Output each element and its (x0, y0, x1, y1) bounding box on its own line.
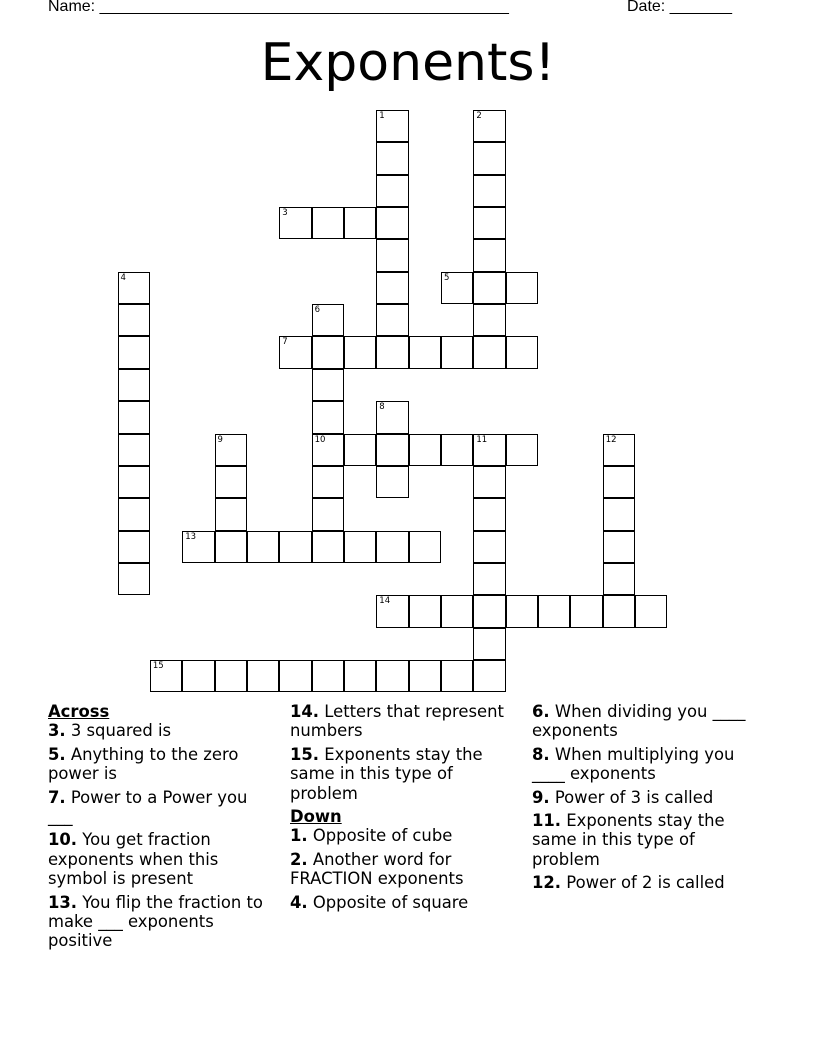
crossword-cell[interactable] (279, 660, 311, 692)
cell-number: 1 (379, 111, 385, 121)
crossword-cell[interactable] (312, 304, 344, 336)
crossword-cell[interactable] (603, 595, 635, 627)
crossword-cell[interactable] (118, 498, 150, 530)
crossword-cell[interactable] (409, 595, 441, 627)
crossword-cell[interactable] (344, 434, 376, 466)
crossword-cell[interactable] (473, 110, 505, 142)
crossword-cell[interactable] (635, 595, 667, 627)
crossword-cell[interactable] (473, 239, 505, 271)
cell-number: 15 (152, 660, 164, 671)
clue-across-10: 10. You get fraction exponents when this symbol is present (48, 830, 219, 889)
crossword-cell[interactable] (344, 660, 376, 692)
crossword-cell[interactable] (376, 531, 408, 563)
crossword-cell[interactable] (473, 498, 505, 530)
cell-number: 9 (217, 434, 223, 445)
crossword-cell[interactable] (344, 336, 376, 368)
crossword-cell[interactable] (182, 660, 214, 692)
clue-across-14: 14. Letters that represent numbers (290, 702, 504, 741)
crossword-cell[interactable] (312, 369, 344, 401)
crossword-cell[interactable] (118, 531, 150, 563)
crossword-cell[interactable] (603, 498, 635, 530)
crossword-cell[interactable] (376, 110, 408, 142)
crossword-cell[interactable] (473, 336, 505, 368)
crossword-cell[interactable] (409, 660, 441, 692)
crossword-cell[interactable] (538, 595, 570, 627)
cell-number: 4 (120, 272, 126, 283)
crossword-cell[interactable] (473, 175, 505, 207)
cell-number: 14 (379, 596, 391, 607)
crossword-cell[interactable] (344, 531, 376, 563)
cell-number: 12 (605, 434, 617, 445)
name-line: Name: ______________________________________________ (48, 0, 509, 15)
clue-across-15: 15. Exponents stay the same in this type of problem (290, 744, 483, 803)
crossword-cell[interactable] (409, 531, 441, 563)
clue-column-3 (532, 702, 754, 897)
crossword-cell[interactable] (473, 628, 505, 660)
clue-across-13: 13. You flip the fraction to make ___ exponents positive (48, 892, 263, 951)
crossword-cell[interactable] (247, 531, 279, 563)
crossword-cell[interactable] (118, 401, 150, 433)
crossword-cell[interactable] (118, 272, 150, 304)
crossword-cell[interactable] (506, 336, 538, 368)
crossword-cell[interactable] (247, 660, 279, 692)
crossword-cell[interactable] (312, 336, 344, 368)
crossword-cell[interactable] (376, 401, 408, 433)
crossword-cell[interactable] (118, 336, 150, 368)
crossword-cell[interactable] (473, 434, 505, 466)
crossword-cell[interactable] (441, 336, 473, 368)
crossword-cell[interactable] (215, 466, 247, 498)
crossword-cell[interactable] (376, 272, 408, 304)
crossword-cell[interactable] (215, 531, 247, 563)
crossword-cell[interactable] (376, 239, 408, 271)
clue-across-7: 7. Power to a Power you ___ (48, 787, 248, 827)
crossword-cell[interactable] (441, 272, 473, 304)
crossword-cell[interactable] (312, 466, 344, 498)
cell-number: 13 (185, 531, 197, 542)
crossword-cell[interactable] (603, 466, 635, 498)
crossword-cell[interactable] (312, 531, 344, 563)
crossword-cell[interactable] (215, 660, 247, 692)
clue-down-9: 9. Power of 3 is called (532, 787, 714, 807)
cell-number: 5 (444, 272, 450, 283)
crossword-cell[interactable] (603, 563, 635, 595)
clue-column-2 (290, 702, 512, 916)
crossword-cell[interactable] (376, 304, 408, 336)
crossword-cell[interactable] (603, 434, 635, 466)
crossword-cell[interactable] (376, 142, 408, 174)
clue-down-4: 4. Opposite of square (290, 892, 469, 912)
crossword-cell[interactable] (376, 466, 408, 498)
crossword-cell[interactable] (473, 660, 505, 692)
cell-number: 10 (314, 434, 326, 445)
crossword-cell[interactable] (473, 595, 505, 627)
crossword-cell[interactable] (376, 660, 408, 692)
crossword-cell[interactable] (118, 369, 150, 401)
clue-across-5: 5. Anything to the zero power is (48, 744, 239, 784)
clue-down-11: 11. Exponents stay the same in this type of problem (532, 811, 725, 869)
crossword-cell[interactable] (473, 207, 505, 239)
down-heading: Down (290, 807, 342, 827)
crossword-cell[interactable] (376, 434, 408, 466)
clue-column-1 (48, 702, 270, 955)
cell-number: 7 (282, 337, 288, 348)
cell-number: 11 (476, 434, 488, 445)
crossword-cell[interactable] (473, 563, 505, 595)
crossword-cell[interactable] (312, 401, 344, 433)
clue-down-2: 2. Another word for FRACTION exponents (290, 849, 464, 889)
cell-number: 3 (282, 208, 288, 219)
cell-number: 6 (314, 305, 321, 316)
crossword-cell[interactable] (570, 595, 602, 627)
crossword-cell[interactable] (506, 434, 538, 466)
crossword-cell[interactable] (376, 207, 408, 239)
clue-down-8: 8. When multiplying you ____ exponents (532, 744, 735, 784)
crossword-cell[interactable] (376, 595, 408, 627)
clue-across-3: 3. 3 squared is (48, 721, 172, 741)
crossword-cell[interactable] (473, 304, 505, 336)
clue-down-6: 6. When dividing you ____ exponents (532, 702, 746, 741)
crossword-cell[interactable] (279, 531, 311, 563)
crossword-cell[interactable] (441, 660, 473, 692)
crossword-cell[interactable] (182, 531, 214, 563)
crossword-cell[interactable] (409, 336, 441, 368)
clue-down-12: 12. Power of 2 is called (532, 873, 725, 893)
cell-number: 8 (379, 402, 385, 413)
crossword-cell[interactable] (118, 304, 150, 336)
crossword-cell[interactable] (441, 434, 473, 466)
crossword-cell[interactable] (344, 207, 376, 239)
crossword-cell[interactable] (376, 175, 408, 207)
crossword-cell[interactable] (118, 466, 150, 498)
crossword-cell[interactable] (312, 660, 344, 692)
crossword-cell[interactable] (473, 142, 505, 174)
across-heading: Across (48, 702, 110, 721)
crossword-cell[interactable] (506, 595, 538, 627)
page-title: Exponents! (260, 33, 556, 93)
crossword-cell[interactable] (473, 272, 505, 304)
crossword-cell[interactable] (118, 434, 150, 466)
crossword-cell[interactable] (473, 466, 505, 498)
crossword-cell[interactable] (312, 434, 344, 466)
crossword-cell[interactable] (376, 336, 408, 368)
crossword-cell[interactable] (473, 531, 505, 563)
crossword-cell[interactable] (409, 434, 441, 466)
date-line: Date: _______ (627, 0, 732, 15)
crossword-cell[interactable] (150, 660, 182, 692)
crossword-cell[interactable] (279, 336, 311, 368)
crossword-cell[interactable] (279, 207, 311, 239)
cell-number: 2 (476, 111, 482, 121)
clue-down-1: 1. Opposite of cube (290, 826, 453, 846)
crossword-cell[interactable] (441, 595, 473, 627)
crossword-cell[interactable] (118, 563, 150, 595)
crossword-cell[interactable] (215, 498, 247, 530)
crossword-cell[interactable] (506, 272, 538, 304)
crossword-cell[interactable] (603, 531, 635, 563)
crossword-cell[interactable] (312, 498, 344, 530)
crossword-cell[interactable] (312, 207, 344, 239)
crossword-cell[interactable] (215, 434, 247, 466)
